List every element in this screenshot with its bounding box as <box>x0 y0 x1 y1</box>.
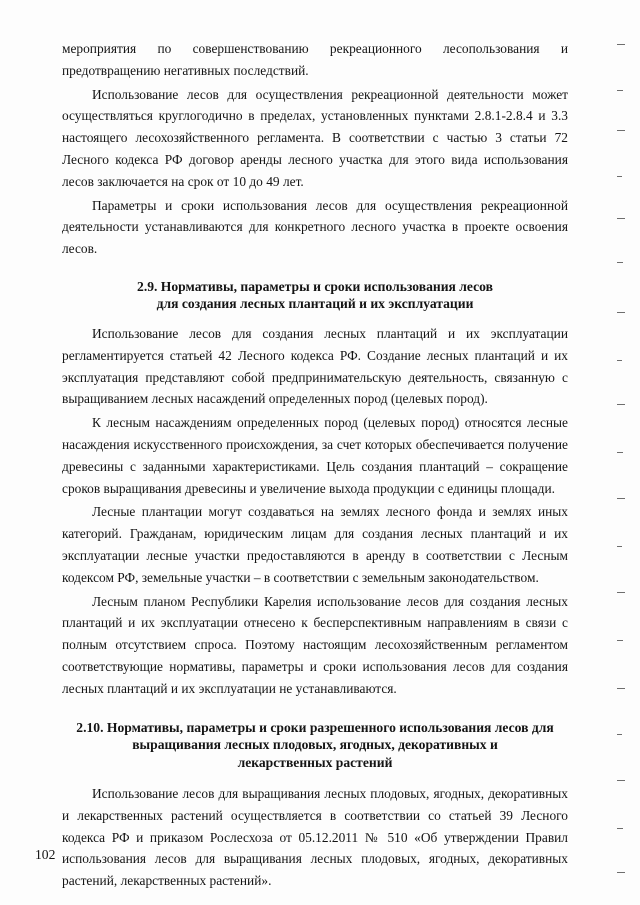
section-heading-2-9-line2: для создания лесных плантаций и их эксплуатации <box>156 296 474 312</box>
edge-tick <box>617 452 623 453</box>
section-heading-2-9 <box>62 278 568 313</box>
edge-tick <box>617 218 625 219</box>
section-heading-2-10 <box>62 719 568 772</box>
edge-tick <box>617 262 623 263</box>
section-heading-2-10-line1: 2.10. Нормативы, параметры и сроки разрешенного использования лесов для <box>76 719 554 735</box>
edge-tick <box>617 546 622 547</box>
page-number: 102 <box>35 847 56 862</box>
edge-tick <box>617 130 625 131</box>
page-content <box>62 38 568 892</box>
paragraph-plantations-regulation: Использование лесов для создания лесных плантаций и их эксплуатации регламентируется статьей 42 Лесного кодекса РФ. Создание лесных плантаций и их эксплуатация представляют собой предпринимательскую деятельность, связанную с выращиванием лесных насаждений определенных пород (целевых пород). <box>62 325 568 407</box>
paragraph-target-species: К лесным насаждениям определенных пород (целевых пород) относятся лесные насаждения искусственного происхождения, за счет которых обеспечивается получение древесины с заданными характеристиками. Цель создания плантаций – сокращение сроков выращивания древесины и увеличение выхода продукции с единицы площади. <box>62 415 568 496</box>
binding-edge-marks <box>617 0 633 905</box>
section-heading-2-10-line2: выращивания лесных плодовых, ягодных, декоративных и <box>132 737 498 753</box>
edge-tick <box>617 44 625 45</box>
edge-tick <box>617 498 625 499</box>
paragraph-karelia-plan: Лесным планом Республики Карелия использование лесов для создания лесных плантаций и их эксплуатации отнесено к бесперспективным направлениям в связи с полным отсутствием спроса. Поэтому настоящим лесохозяйственным регламентом соответствующие нормативы, параметры и сроки использования лесов для создания лесных плантаций и их эксплуатации не устанавливаются. <box>62 593 568 696</box>
paragraph-recreation-params: Параметры и сроки использования лесов для осуществления рекреационной деятельности устанавливаются для конкретного лесного участка в проекте освоения лесов. <box>62 197 568 257</box>
section-heading-2-9-line1: 2.9. Нормативы, параметры и сроки использования лесов <box>137 278 493 294</box>
edge-tick <box>617 312 625 313</box>
edge-tick <box>617 688 625 689</box>
edge-tick <box>617 640 623 641</box>
edge-tick <box>617 176 622 177</box>
paragraph-fruit-berry-use: Использование лесов для выращивания лесных плодовых, ягодных, декоративных и лекарственных растений осуществляется в соответствии со статьей 39 Лесного кодекса РФ и приказом Рослесхоза от 05.12.2011 № 510 «Об утверждении Правил использования лесов для выращивания лесных плодовых, ягодных, декоративных растений, лекарственных растений». <box>62 786 568 889</box>
edge-tick <box>617 828 623 829</box>
paragraph-plantation-lands: Лесные плантации могут создаваться на землях лесного фонда и землях иных категорий. Гражданам, юридическим лицам для создания лесных плантаций и их эксплуатации лесные участки предоставляются в аренду в соответствии с Лесным кодексом РФ, земельные участки – в соответствии с земельным законодательством. <box>62 504 568 585</box>
paragraph-continuation: мероприятия по совершенствованию рекреационного лесопользования и предотвращению негативных последствий. <box>62 41 568 78</box>
edge-tick <box>617 872 625 873</box>
section-heading-2-10-line3: лекарственных растений <box>237 754 393 770</box>
edge-tick <box>617 780 625 781</box>
paragraph-recreation-use: Использование лесов для осуществления рекреационной деятельности может осуществляться круглогодично в пределах, установленных пунктами 2.8.1-2.8.4 и 3.3 настоящего лесохозяйственного регламента. В соответствии с частью 3 статьи 72 Лесного кодекса РФ договор аренды лесного участка для этого вида использования лесов заключается на срок от 10 до 49 лет. <box>62 86 568 189</box>
edge-tick <box>617 360 622 361</box>
edge-tick <box>617 90 623 91</box>
edge-tick <box>617 592 625 593</box>
edge-tick <box>617 734 622 735</box>
edge-tick <box>617 404 625 405</box>
